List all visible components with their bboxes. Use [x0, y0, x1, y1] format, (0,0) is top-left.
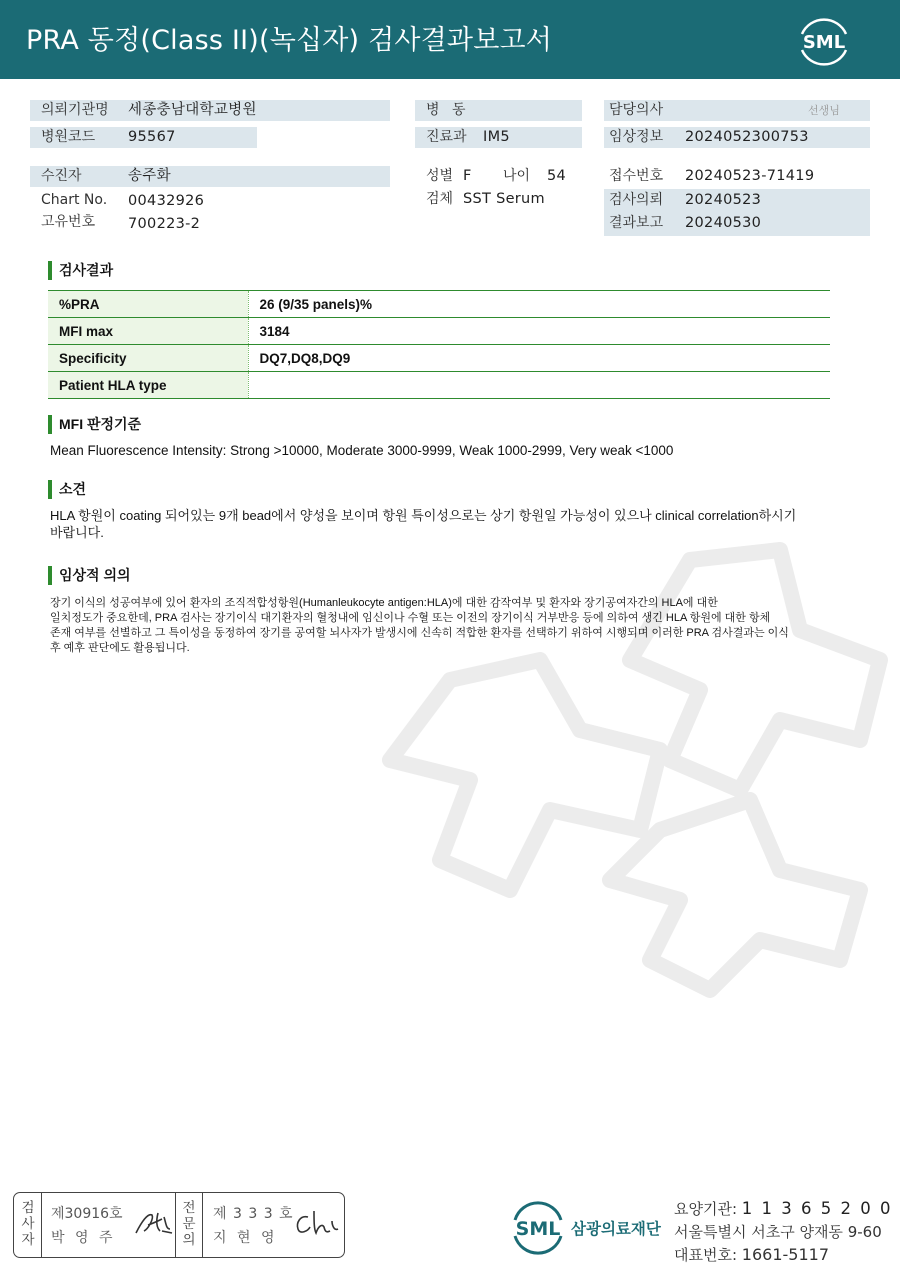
clinical-line: 후 예후 판단에도 활용됩니다. [50, 642, 190, 654]
org-logo-text: SML [515, 1218, 561, 1240]
report-header [0, 0, 900, 79]
care-code-label: 요양기관: [674, 1200, 738, 1218]
sex-value: F [463, 168, 472, 184]
findings-line: HLA 항원이 coating 되어있는 9개 bead에서 양성을 보이며 항원 특이성으로는 상기 항원일 가능성이 있으나 clinical correlation하시기 [50, 508, 797, 523]
table-row [48, 291, 830, 318]
patient-value: 송주화 [128, 168, 171, 184]
clinical-line: 존재 여부를 선별하고 그 특이성을 동정하여 장기를 공여할 뇌사자가 발생시에 신속히 적합한 환자를 선택하기 위하여 시행되며 이러한 PRA 검사결과는 이식 [50, 627, 789, 639]
results-section-title: 검사결과 [48, 261, 113, 280]
receipt-no-value: 20240523-71419 [685, 168, 815, 184]
result-key: Specificity [48, 345, 248, 372]
table-row [48, 345, 830, 372]
patient-label: 수진자 [41, 168, 82, 184]
result-value: DQ7,DQ8,DQ9 [248, 345, 830, 372]
org-logo-icon [507, 1198, 569, 1256]
findings-text [50, 507, 796, 541]
clinical-significance-text [50, 596, 789, 656]
specimen-label: 검체 [426, 191, 454, 207]
mfi-criteria-text: Mean Fluorescence Intensity: Strong >10000, Moderate 3000-9999, Weak 1000-2999, Very weak <1000 [50, 443, 674, 458]
department-value: IM5 [483, 129, 510, 145]
signature-box [13, 1192, 345, 1258]
findings-line: 바랍니다. [50, 525, 104, 540]
age-label: 나이 [503, 168, 531, 184]
findings-section-title: 소견 [48, 480, 86, 499]
result-value: 26 (9/35 panels)% [248, 291, 830, 318]
result-report-value: 20240530 [685, 215, 762, 231]
tester-signature-icon [132, 1207, 178, 1239]
chart-no-value: 00432926 [128, 193, 205, 209]
mfi-section-title: MFI 판정기준 [48, 415, 141, 434]
hospital-code-label: 병원코드 [41, 129, 96, 145]
result-value: 3184 [248, 318, 830, 345]
receipt-no-label: 접수번호 [609, 168, 664, 184]
clinical-info-value: 2024052300753 [685, 129, 809, 145]
institution-label: 의뢰기관명 [41, 102, 109, 118]
result-key: MFI max [48, 318, 248, 345]
care-code-value: 1 1 3 6 5 2 0 0 [741, 1199, 893, 1218]
specialist-license: 제 3 3 3 호 [213, 1206, 294, 1222]
doctor-suffix: 선생님 [808, 104, 840, 117]
sml-logo-text: SML [802, 32, 846, 53]
phone-value: 1661-5117 [741, 1245, 830, 1264]
tester-vertical-label: 검 사 자 [21, 1200, 35, 1248]
org-address: 서울특별시 서초구 양재동 9-60 [674, 1223, 882, 1241]
tester-license: 제30916호 [51, 1206, 123, 1222]
table-row [48, 318, 830, 345]
result-value [248, 372, 830, 399]
specimen-value: SST Serum [463, 191, 545, 207]
sml-logo-icon [792, 12, 856, 68]
specialist-vertical-label: 전 문 의 [182, 1200, 196, 1248]
clinical-section-title: 임상적 의의 [48, 566, 131, 585]
report-title: PRA 동정(Class II)(녹십자) 검사결과보고서 [26, 25, 553, 56]
department-label: 진료과 [426, 129, 467, 145]
result-report-label: 결과보고 [609, 215, 664, 231]
tester-name: 박 영 주 [51, 1230, 116, 1246]
sex-label: 성별 [426, 168, 454, 184]
table-row [48, 372, 830, 399]
test-request-label: 검사의뢰 [609, 192, 664, 208]
specialist-name: 지 현 영 [213, 1230, 278, 1246]
institution-value: 세종충남대학교병원 [128, 102, 257, 118]
age-value: 54 [547, 168, 567, 184]
org-name: 삼광의료재단 [571, 1220, 661, 1238]
doctor-label: 담당의사 [609, 102, 664, 118]
clinical-line: 장기 이식의 성공여부에 있어 환자의 조직적합성항원(Humanleukocyte antigen:HLA)에 대한 감작여부 및 환자와 장기공여자간의 HLA에 대한 [50, 597, 718, 609]
specialist-signature-icon [292, 1207, 340, 1239]
unique-no-label: 고유번호 [41, 214, 96, 230]
unique-no-value: 700223-2 [128, 216, 201, 232]
org-phone [674, 1244, 829, 1265]
clinical-info-label: 임상정보 [609, 129, 664, 145]
hospital-code-value: 95567 [128, 129, 176, 145]
results-table [48, 290, 830, 399]
result-key: Patient HLA type [48, 372, 248, 399]
ward-label: 병 동 [426, 102, 470, 118]
result-key: %PRA [48, 291, 248, 318]
chart-no-label: Chart No. [41, 192, 108, 208]
phone-label: 대표번호: [674, 1246, 738, 1264]
clinical-line: 일치정도가 중요한데, PRA 검사는 장기이식 대기환자의 혈청내에 임신이나 수혈 또는 이전의 장기이식 거부반응 등에 의하여 생긴 HLA 항원에 대한 항체 [50, 612, 771, 624]
care-code [674, 1198, 893, 1219]
test-request-value: 20240523 [685, 192, 762, 208]
